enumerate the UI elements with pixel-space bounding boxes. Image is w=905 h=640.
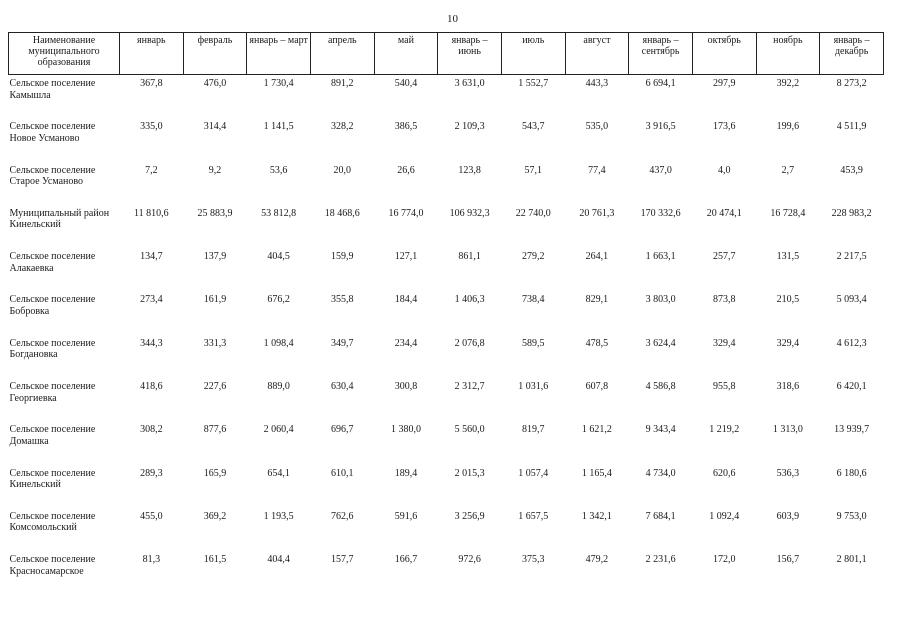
row-value-cell: 20 474,1 — [706, 207, 742, 219]
row-value-cell: 234,4 — [394, 337, 418, 349]
row-value-cell: 81,3 — [142, 554, 161, 566]
row-value-cell: 889,0 — [267, 381, 290, 393]
row-value-cell: 1 730,4 — [263, 78, 294, 89]
row-value-cell: 53 812,8 — [261, 207, 297, 219]
row-value-cell: 344,3 — [140, 337, 163, 349]
row-value-cell: 873,8 — [712, 294, 736, 306]
row-value-cell: 1 657,5 — [518, 510, 549, 522]
header-october: октябрь — [692, 33, 756, 75]
row-value-cell: 1 141,5 — [263, 121, 294, 133]
row-municipality-name: Сельское поселение Красносамарское — [9, 554, 96, 577]
row-value-cell: 3 916,5 — [645, 121, 676, 133]
row-value-cell: 437,0 — [649, 164, 672, 176]
row-value-cell: 2 060,4 — [263, 424, 294, 436]
header-q1-total: январь – март — [247, 33, 311, 75]
page-number: 10 — [447, 13, 458, 25]
row-municipality-name: Сельское поселение Камышла — [9, 78, 96, 101]
row-value-cell: 20,0 — [333, 164, 352, 176]
row-value-cell: 2 231,6 — [645, 554, 676, 566]
row-value-cell: 418,6 — [140, 381, 163, 393]
row-value-cell: 228 983,2 — [831, 207, 872, 219]
row-municipality-name: Сельское поселение Комсомольский — [9, 510, 96, 534]
row-municipality-name: Сельское поселение Бобровка — [9, 294, 96, 317]
row-value-cell: 279,2 — [522, 251, 545, 263]
row-value-cell: 535,0 — [585, 121, 609, 133]
table-row — [9, 511, 884, 554]
row-value-cell: 25 883,9 — [197, 207, 233, 219]
row-value-cell: 57,1 — [524, 164, 543, 176]
row-value-cell: 123,8 — [458, 164, 481, 176]
row-value-cell: 1 313,0 — [772, 424, 803, 436]
row-value-cell: 314,4 — [203, 121, 227, 133]
row-value-cell: 289,3 — [140, 467, 163, 479]
row-value-cell: 156,7 — [776, 554, 800, 566]
row-value-cell: 1 621,2 — [581, 424, 612, 436]
row-value-cell: 2 801,1 — [836, 554, 867, 566]
header-year-total: январь – декабрь — [820, 33, 884, 75]
table-row — [9, 381, 884, 424]
row-value-cell: 227,6 — [203, 381, 227, 393]
row-value-cell: 2 312,7 — [454, 381, 485, 393]
row-value-cell: 676,2 — [267, 294, 290, 306]
header-row — [9, 33, 884, 75]
row-value-cell: 386,5 — [394, 121, 418, 133]
row-value-cell: 972,6 — [458, 554, 481, 566]
row-value-cell: 53,6 — [269, 164, 288, 176]
row-value-cell: 172,0 — [712, 554, 736, 566]
row-value-cell: 3 256,9 — [454, 510, 485, 522]
row-value-cell: 11 810,6 — [134, 207, 169, 219]
row-municipality-name: Сельское поселение Алакаевка — [9, 251, 96, 274]
row-value-cell: 297,9 — [712, 78, 736, 89]
row-value-cell: 1 342,1 — [581, 510, 612, 522]
row-value-cell: 173,6 — [712, 121, 736, 133]
row-value-cell: 9 753,0 — [836, 510, 867, 522]
row-value-cell: 137,9 — [203, 251, 227, 263]
row-value-cell: 106 932,3 — [449, 207, 490, 219]
row-value-cell: 157,7 — [331, 554, 354, 566]
header-november: ноябрь — [756, 33, 820, 75]
table-row — [9, 75, 884, 122]
row-value-cell: 159,9 — [331, 251, 354, 263]
row-value-cell: 4 612,3 — [836, 337, 867, 349]
row-value-cell: 591,6 — [394, 510, 418, 522]
row-value-cell: 3 631,0 — [454, 78, 485, 89]
row-value-cell: 607,8 — [585, 381, 609, 393]
row-value-cell: 257,7 — [712, 251, 736, 263]
row-value-cell: 18 468,6 — [324, 207, 360, 219]
row-value-cell: 453,9 — [840, 164, 863, 176]
header-municipality: Наименование муниципального образования — [9, 33, 120, 75]
row-value-cell: 20 761,3 — [579, 207, 615, 219]
row-value-cell: 331,3 — [203, 337, 227, 349]
row-value-cell: 2,7 — [781, 164, 795, 176]
row-value-cell: 738,4 — [522, 294, 545, 306]
header-april: апрель — [310, 33, 374, 75]
row-value-cell: 189,4 — [394, 467, 418, 479]
row-value-cell: 1 031,6 — [518, 381, 549, 393]
row-value-cell: 1 098,4 — [263, 337, 294, 349]
row-value-cell: 6 180,6 — [836, 467, 867, 479]
row-value-cell: 184,4 — [394, 294, 418, 306]
header-h1-total: январь – июнь — [438, 33, 502, 75]
row-municipality-name: Сельское поселение Новое Усманово — [9, 121, 96, 144]
row-value-cell: 2 109,3 — [454, 121, 485, 133]
table-row — [9, 121, 884, 164]
row-value-cell: 329,4 — [712, 337, 736, 349]
header-may: май — [374, 33, 438, 75]
row-value-cell: 589,5 — [522, 337, 545, 349]
row-value-cell: 131,5 — [776, 251, 800, 263]
row-value-cell: 1 663,1 — [645, 251, 676, 263]
row-value-cell: 300,8 — [394, 381, 418, 393]
row-value-cell: 829,1 — [585, 294, 609, 306]
row-value-cell: 536,3 — [776, 467, 800, 479]
row-value-cell: 654,1 — [267, 467, 290, 479]
row-value-cell: 9,2 — [208, 164, 222, 176]
row-municipality-name: Сельское поселение Домашка — [9, 424, 96, 447]
row-value-cell: 273,4 — [140, 294, 163, 306]
row-value-cell: 540,4 — [394, 78, 418, 89]
header-july: июль — [501, 33, 565, 75]
row-value-cell: 199,6 — [776, 121, 800, 133]
row-value-cell: 620,6 — [712, 467, 736, 479]
row-value-cell: 335,0 — [140, 121, 163, 133]
row-value-cell: 77,4 — [588, 164, 606, 176]
row-value-cell: 22 740,0 — [515, 207, 551, 219]
row-value-cell: 2 015,3 — [454, 467, 485, 479]
row-value-cell: 3 624,4 — [645, 337, 676, 349]
row-value-cell: 404,4 — [267, 554, 290, 566]
row-value-cell: 1 380,0 — [390, 424, 421, 436]
row-value-cell: 355,8 — [331, 294, 354, 306]
row-value-cell: 165,9 — [203, 467, 227, 479]
header-february: февраль — [183, 33, 247, 75]
row-value-cell: 6 694,1 — [645, 78, 676, 89]
row-value-cell: 476,0 — [203, 78, 227, 89]
row-value-cell: 349,7 — [331, 337, 354, 349]
row-value-cell: 2 076,8 — [454, 337, 485, 349]
row-municipality-name: Сельское поселение Старое Усманово — [9, 164, 96, 188]
row-value-cell: 170 332,6 — [640, 207, 681, 219]
row-value-cell: 955,8 — [712, 381, 736, 393]
table-body — [9, 75, 884, 598]
row-value-cell: 392,2 — [776, 78, 800, 89]
table-row — [9, 165, 884, 208]
table-row — [9, 468, 884, 511]
row-municipality-name: Сельское поселение Кинельский — [9, 467, 96, 491]
header-9m-total: январь – сентябрь — [629, 33, 693, 75]
row-value-cell: 161,9 — [203, 294, 227, 306]
table-row — [9, 424, 884, 467]
row-value-cell: 134,7 — [140, 251, 163, 263]
row-value-cell: 877,6 — [203, 424, 227, 436]
header-january: январь — [120, 33, 184, 75]
row-value-cell: 1 406,3 — [454, 294, 485, 306]
row-value-cell: 328,2 — [331, 121, 354, 133]
row-value-cell: 5 093,4 — [836, 294, 867, 306]
row-value-cell: 603,9 — [776, 510, 800, 522]
row-value-cell: 4 734,0 — [645, 467, 676, 479]
row-value-cell: 7,2 — [145, 164, 158, 176]
row-value-cell: 455,0 — [140, 510, 163, 522]
budget-table — [8, 32, 884, 598]
row-value-cell: 161,5 — [203, 554, 227, 566]
row-value-cell: 1 165,4 — [581, 467, 612, 479]
row-value-cell: 318,6 — [776, 381, 800, 393]
row-value-cell: 819,7 — [522, 424, 545, 436]
row-municipality-name: Муниципальный район Кинельский — [9, 207, 110, 231]
row-value-cell: 16 728,4 — [770, 207, 806, 219]
row-value-cell: 264,1 — [585, 251, 609, 263]
row-value-cell: 478,5 — [585, 337, 609, 349]
row-value-cell: 308,2 — [140, 424, 163, 436]
row-value-cell: 16 774,0 — [388, 207, 424, 219]
row-value-cell: 375,3 — [522, 554, 545, 566]
row-value-cell: 610,1 — [331, 467, 354, 479]
row-value-cell: 443,3 — [585, 78, 609, 89]
row-value-cell: 9 343,4 — [645, 424, 676, 436]
row-value-cell: 1 219,2 — [709, 424, 740, 436]
row-value-cell: 4 586,8 — [645, 381, 676, 393]
row-value-cell: 8 273,2 — [836, 78, 867, 89]
row-value-cell: 1 193,5 — [263, 510, 294, 522]
row-value-cell: 7 684,1 — [645, 510, 676, 522]
row-value-cell: 1 092,4 — [709, 510, 740, 522]
row-value-cell: 696,7 — [331, 424, 354, 436]
table-row — [9, 251, 884, 294]
row-value-cell: 3 803,0 — [645, 294, 676, 306]
row-municipality-name: Сельское поселение Георгиевка — [9, 381, 96, 404]
table-row — [9, 338, 884, 381]
row-value-cell: 630,4 — [331, 381, 354, 393]
row-value-cell: 1 552,7 — [518, 78, 549, 89]
table-row — [9, 294, 884, 337]
row-value-cell: 166,7 — [394, 554, 418, 566]
row-value-cell: 329,4 — [776, 337, 800, 349]
table-row — [9, 208, 884, 251]
row-value-cell: 479,2 — [585, 554, 609, 566]
header-august: август — [565, 33, 629, 75]
row-value-cell: 891,2 — [331, 78, 354, 89]
row-value-cell: 5 560,0 — [454, 424, 485, 436]
row-value-cell: 762,6 — [331, 510, 354, 522]
row-value-cell: 367,8 — [140, 78, 163, 89]
row-value-cell: 404,5 — [267, 251, 290, 263]
row-municipality-name: Сельское поселение Богдановка — [9, 337, 96, 361]
table-header — [9, 33, 884, 75]
table-row — [9, 554, 884, 597]
row-value-cell: 6 420,1 — [836, 381, 867, 393]
row-value-cell: 4,0 — [717, 164, 731, 176]
row-value-cell: 2 217,5 — [836, 251, 867, 263]
row-value-cell: 543,7 — [522, 121, 545, 133]
row-value-cell: 369,2 — [203, 510, 227, 522]
row-value-cell: 4 511,9 — [836, 121, 867, 133]
row-value-cell: 26,6 — [397, 164, 415, 176]
row-value-cell: 13 939,7 — [834, 424, 870, 436]
row-value-cell: 861,1 — [458, 251, 481, 263]
row-value-cell: 210,5 — [776, 294, 800, 306]
row-value-cell: 127,1 — [394, 251, 418, 263]
row-value-cell: 1 057,4 — [518, 467, 549, 479]
